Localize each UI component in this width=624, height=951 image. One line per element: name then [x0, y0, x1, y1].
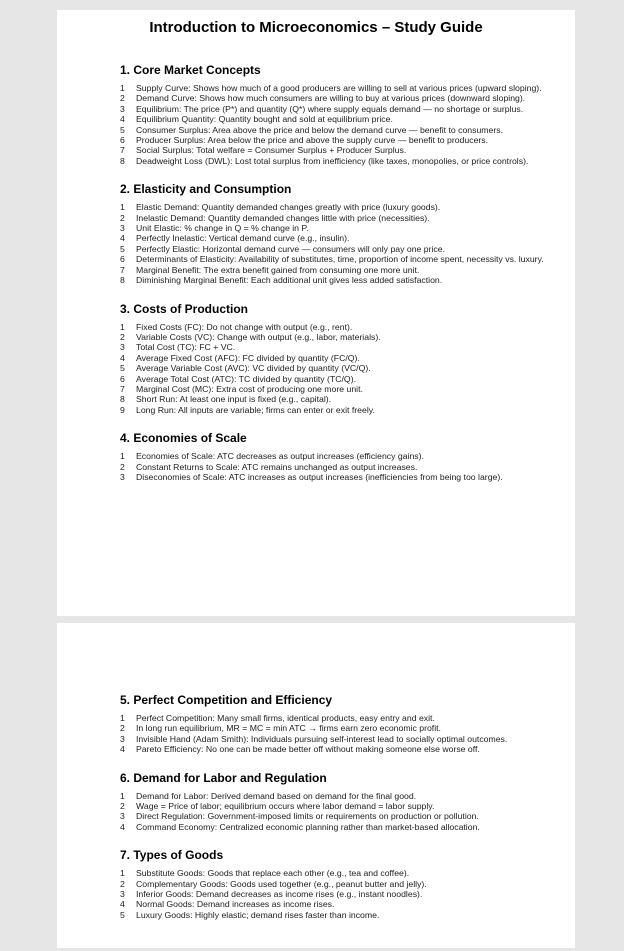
section-item-list [120, 83, 556, 166]
list-item-number: 4 [120, 233, 125, 244]
list-item [120, 405, 556, 415]
list-item-number: 2 [120, 212, 125, 223]
list-item-text: Consumer Surplus: Area above the price and below the demand curve — benefit to consumers. [136, 124, 504, 135]
list-item [120, 811, 556, 821]
list-item [120, 322, 556, 332]
section-heading: 5. Perfect Competition and Efficiency [120, 693, 333, 707]
list-item-number: 7 [120, 145, 125, 156]
study-section [120, 63, 556, 166]
list-item-text: Constant Returns to Scale: ATC remains unchanged as output increases. [136, 461, 418, 472]
list-item-text: Supply Curve: Shows how much of a good producers are willing to sell at various prices (upward sloping). [136, 83, 542, 93]
list-item [120, 734, 556, 744]
list-item [120, 462, 556, 472]
list-item-text: Command Economy: Centralized economic planning rather than market-based allocation. [136, 821, 480, 832]
list-item-number: 3 [120, 103, 125, 114]
section-heading: 3. Costs of Production [120, 301, 249, 316]
list-item-text: Diminishing Marginal Benefit: Each additional unit gives less added satisfaction. [136, 275, 443, 286]
list-item-number: 5 [120, 243, 125, 254]
list-item [120, 353, 556, 363]
document-title: Introduction to Microeconomics – Study Guide [149, 19, 483, 36]
study-section [120, 693, 556, 755]
list-item-text: In long run equilibrium, MR = MC = min ATC → firms earn zero economic profit. [136, 723, 441, 734]
list-item-text: Equilibrium Quantity: Quantity bought and sold at equilibrium price. [136, 114, 393, 125]
list-item-text: Short Run: At least one input is fixed (e.g., capital). [136, 394, 332, 405]
list-item-number: 8 [120, 394, 125, 405]
list-item-number: 7 [120, 264, 125, 275]
list-item-text: Pareto Efficiency: No one can be made better off without making someone else worse off. [136, 744, 480, 755]
study-section [120, 302, 556, 416]
list-item-number: 3 [120, 223, 125, 234]
list-item-number: 4 [120, 899, 125, 910]
list-item-number: 4 [120, 821, 125, 832]
list-item-number: 2 [120, 331, 125, 342]
list-item-number: 1 [120, 202, 125, 213]
list-item-number: 2 [120, 93, 125, 104]
list-item-text: Average Variable Cost (AVC): VC divided by quantity (VC/Q). [136, 363, 371, 374]
list-item-text: Elastic Demand: Quantity demanded changes greatly with price (luxury goods). [136, 202, 441, 213]
list-item-text: Invisible Hand (Adam Smith): Individuals pursuing self-interest lead to socially optimal outcomes. [136, 733, 508, 744]
list-item-number: 6 [120, 373, 125, 384]
list-item [120, 332, 556, 342]
list-item [120, 265, 556, 275]
list-item-text: Demand Curve: Shows how much consumers are willing to buy at various prices (downward sloping). [136, 93, 526, 104]
list-item-text: Normal Goods: Demand increases as income rises. [136, 899, 335, 910]
section-heading: 6. Demand for Labor and Regulation [120, 770, 327, 785]
section-item-list [120, 713, 556, 755]
list-item-text: Direct Regulation: Government-imposed limits or requirements on production or pollution. [136, 811, 479, 822]
study-section [120, 848, 556, 920]
list-item-number: 3 [120, 342, 125, 353]
list-item [120, 114, 556, 124]
list-item [120, 801, 556, 811]
section-heading: 2. Elasticity and Consumption [120, 182, 292, 197]
section-heading: 1. Core Market Concepts [120, 63, 261, 77]
list-item-text: Average Fixed Cost (AFC): FC divided by quantity (FC/Q). [136, 352, 360, 363]
list-item-number: 9 [120, 404, 125, 415]
list-item-text: Social Surplus: Total welfare = Consumer Surplus + Producer Surplus. [136, 145, 407, 156]
study-section [120, 431, 556, 482]
list-item [120, 233, 556, 243]
list-item-text: Wage = Price of labor; equilibrium occurs where labor demand = labor supply. [136, 801, 435, 812]
list-item-text: Total Cost (TC): FC + VC. [136, 342, 236, 353]
list-item-text: Economies of Scale: ATC decreases as output increases (efficiency gains). [136, 451, 424, 462]
list-item [120, 342, 556, 352]
list-item-number: 7 [120, 383, 125, 394]
list-item [120, 93, 556, 103]
list-item-text: Average Total Cost (ATC): TC divided by quantity (TC/Q). [136, 373, 357, 384]
list-item-text: Perfectly Elastic: Horizontal demand curve — consumers will only pay one price. [136, 243, 446, 254]
list-item-number: 4 [120, 352, 125, 363]
list-item-number: 1 [120, 790, 125, 801]
section-item-list [120, 202, 556, 285]
list-item-text: Unit Elastic: % change in Q = % change in P. [136, 223, 309, 234]
list-item-number: 1 [120, 321, 125, 332]
list-item-text: Luxury Goods: Highly elastic; demand rises faster than income. [136, 909, 380, 920]
list-item-number: 5 [120, 124, 125, 135]
section-heading: 4. Economies of Scale [120, 431, 247, 446]
list-item-text: Marginal Benefit: The extra benefit gained from consuming one more unit. [136, 264, 420, 275]
list-item [120, 791, 556, 801]
list-item-number: 3 [120, 889, 125, 900]
list-item [120, 363, 556, 373]
list-item-number: 4 [120, 744, 125, 755]
list-item-text: Long Run: All inputs are variable; firms can enter or exit freely. [136, 404, 375, 415]
list-item [120, 125, 556, 135]
section-item-list [120, 791, 556, 833]
list-item-text: Substitute Goods: Goods that replace each other (e.g., tea and coffee). [136, 868, 410, 879]
list-item-number: 2 [120, 801, 125, 812]
list-item [120, 104, 556, 114]
list-item-number: 2 [120, 723, 125, 734]
list-item-number: 1 [120, 868, 125, 879]
list-item-number: 1 [120, 451, 125, 462]
page-1-sections [120, 63, 556, 482]
list-item [120, 374, 556, 384]
list-item-text: Fixed Costs (FC): Do not change with output (e.g., rent). [136, 321, 353, 332]
list-item [120, 156, 556, 166]
list-item-number: 5 [120, 363, 125, 374]
list-item-text: Deadweight Loss (DWL): Lost total surplus from inefficiency (like taxes, monopolies, or price controls). [136, 155, 529, 166]
list-item [120, 822, 556, 832]
list-item [120, 879, 556, 889]
section-heading: 7. Types of Goods [120, 848, 224, 863]
list-item-number: 5 [120, 909, 125, 920]
list-item [120, 83, 556, 93]
list-item [120, 889, 556, 899]
list-item-text: Perfectly Inelastic: Vertical demand curve (e.g., insulin). [136, 233, 350, 244]
list-item [120, 145, 556, 155]
list-item [120, 254, 556, 264]
list-item-text: Inelastic Demand: Quantity demanded changes little with price (necessities). [136, 212, 430, 223]
page-2-sections [120, 693, 556, 920]
list-item-number: 4 [120, 114, 125, 125]
list-item [120, 394, 556, 404]
list-item-number: 2 [120, 461, 125, 472]
study-section [120, 771, 556, 833]
list-item [120, 910, 556, 920]
list-item-number: 3 [120, 471, 125, 482]
list-item [120, 275, 556, 285]
list-item-number: 3 [120, 733, 125, 744]
list-item-number: 8 [120, 275, 125, 286]
list-item-number: 6 [120, 254, 125, 265]
list-item [120, 244, 556, 254]
list-item [120, 384, 556, 394]
section-item-list [120, 451, 556, 482]
list-item-text: Producer Surplus: Area below the price and above the supply curve — benefit to producers. [136, 135, 489, 146]
document-page-2 [57, 623, 575, 948]
list-item [120, 135, 556, 145]
section-item-list [120, 322, 556, 416]
list-item-text: Equilibrium: The price (P*) and quantity (Q*) where supply equals demand — no shortage or surplus. [136, 103, 524, 114]
list-item-number: 2 [120, 878, 125, 889]
list-item-number: 3 [120, 811, 125, 822]
list-item-number: 1 [120, 713, 125, 723]
list-item-number: 8 [120, 155, 125, 166]
list-item-text: Perfect Competition: Many small firms, identical products, easy entry and exit. [136, 713, 435, 723]
list-item [120, 451, 556, 461]
list-item [120, 472, 556, 482]
list-item-text: Demand for Labor: Derived demand based on demand for the final good. [136, 790, 417, 801]
list-item [120, 202, 556, 212]
section-item-list [120, 868, 556, 920]
list-item [120, 223, 556, 233]
list-item [120, 744, 556, 754]
study-section [120, 182, 556, 285]
list-item [120, 868, 556, 878]
list-item [120, 899, 556, 909]
list-item [120, 713, 556, 723]
list-item-text: Inferior Goods: Demand decreases as income rises (e.g., instant noodles). [136, 889, 423, 900]
document-page-1 [57, 10, 575, 616]
list-item [120, 213, 556, 223]
list-item-text: Determinants of Elasticity: Availability of substitutes, time, proportion of income spent, necessity vs. luxury. [136, 254, 544, 265]
list-item-number: 1 [120, 83, 125, 93]
list-item-text: Complementary Goods: Goods used together (e.g., peanut butter and jelly). [136, 878, 427, 889]
list-item-number: 6 [120, 135, 125, 146]
list-item-text: Marginal Cost (MC): Extra cost of producing one more unit. [136, 383, 363, 394]
list-item [120, 723, 556, 733]
list-item-text: Diseconomies of Scale: ATC increases as output increases (inefficiencies from being too large). [136, 471, 503, 482]
list-item-text: Variable Costs (VC): Change with output (e.g., labor, materials). [136, 331, 381, 342]
